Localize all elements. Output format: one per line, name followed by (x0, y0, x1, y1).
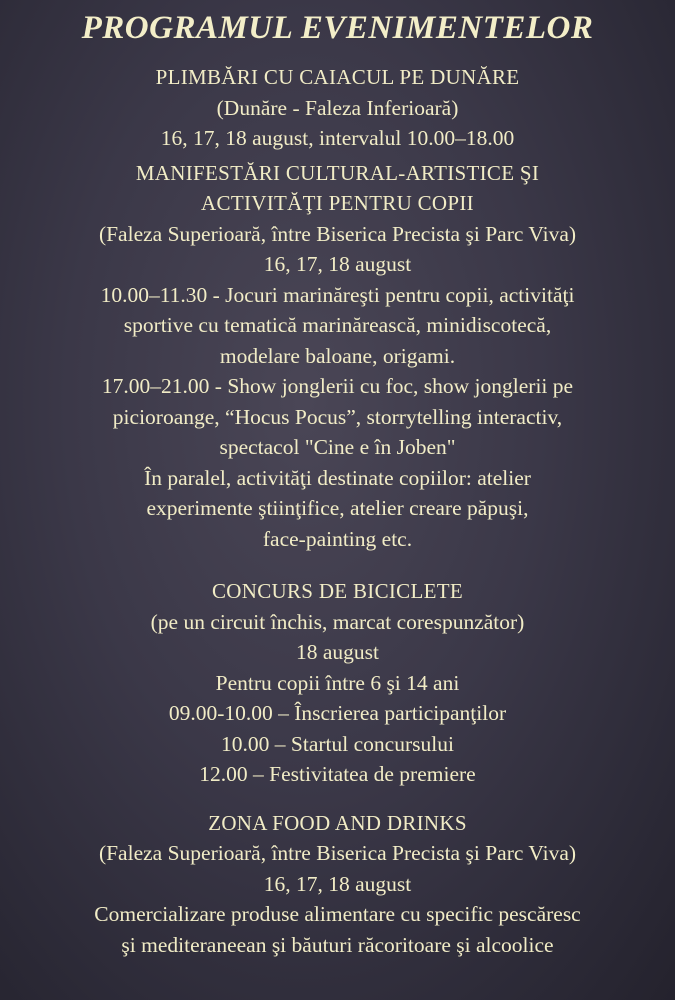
program-line: modelare baloane, origami. (219, 343, 456, 368)
program-line: experimente ştiinţifice, atelier creare păpuşi, (146, 496, 529, 520)
program-line: 12.00 – Festivitatea de premiere (199, 762, 476, 786)
program-line: Pentru copii între 6 şi 14 ani (215, 670, 460, 695)
program-line: şi mediteraneean şi băuturi răcoritoare şi alcoolice (121, 932, 554, 957)
program-line: spectacol "Cine e în Joben" (219, 435, 456, 459)
program-line: picioroange, “Hocus Pocus”, storrytelling interactiv, (112, 404, 563, 429)
section-cultural (4, 158, 671, 555)
location-line: (Faleza Superioară, între Biserica Precista şi Parc Viva) (98, 841, 577, 865)
date-line: 16, 17, 18 august (263, 871, 412, 896)
section-heading: ACTIVITĂŢI PENTRU COPII (201, 191, 474, 215)
program-line: Comercializare produse alimentare cu specific pescăresc (94, 902, 581, 926)
date-line: 18 august (295, 640, 379, 664)
location-line: (Dunăre - Faleza Inferioară) (216, 95, 459, 120)
location-line: (pe un circuit închis, marcat corespunzător) (150, 609, 525, 634)
location-line: (Faleza Superioară, între Biserica Precista şi Parc Viva) (98, 221, 577, 246)
section-heading: PLIMBĂRI CU CAIACUL PE DUNĂRE (155, 65, 520, 89)
section-kayak (4, 62, 671, 154)
program-line: sportive cu tematică marinărească, minidiscotecă, (123, 313, 552, 337)
page-title: PROGRAMUL EVENIMENTELOR (81, 10, 594, 46)
program-line: 09.00-10.00 – Înscrierea participanţilor (168, 701, 507, 725)
section-food-drinks (4, 808, 671, 961)
program-line: 10.00–11.30 - Jocuri marinăreşti pentru copii, activităţi (100, 282, 575, 307)
section-heading: MANIFESTĂRI CULTURAL-ARTISTICE ŞI (135, 160, 540, 185)
date-line: 16, 17, 18 august, intervalul 10.00–18.00 (160, 126, 515, 150)
section-bike-contest (4, 576, 671, 790)
program-line: face-painting etc. (262, 526, 413, 551)
section-heading: CONCURS DE BICICLETE (211, 579, 463, 603)
section-heading: ZONA FOOD AND DRINKS (208, 810, 467, 835)
program-line: 17.00–21.00 - Show jonglerii cu foc, show jonglerii pe (101, 374, 574, 398)
program-line: 10.00 – Startul concursului (221, 731, 454, 756)
date-line: 16, 17, 18 august (263, 252, 412, 276)
program-line: În paralel, activităţi destinate copiilor: atelier (144, 465, 531, 490)
